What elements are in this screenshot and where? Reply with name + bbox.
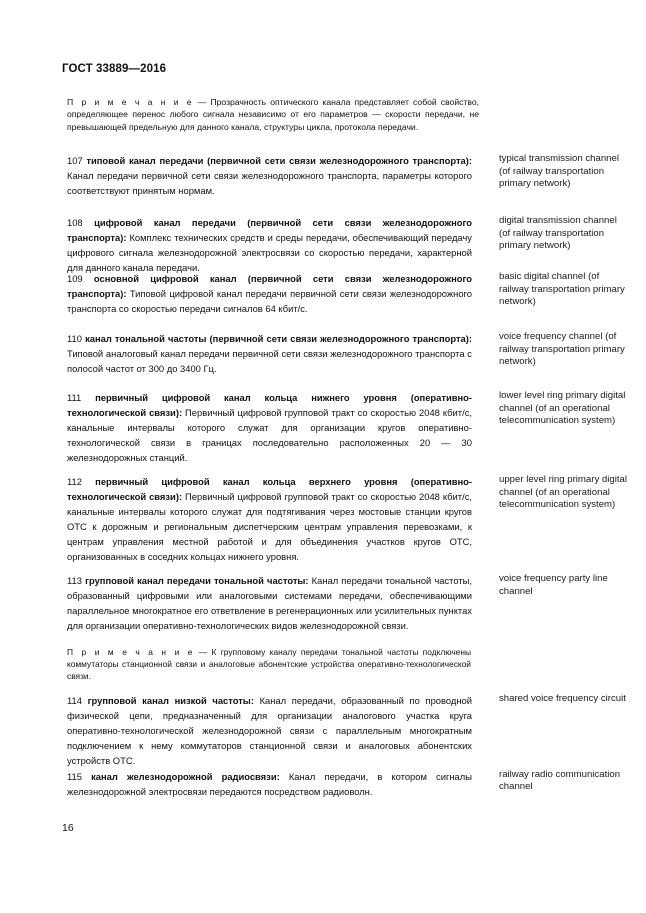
entry-number: 108 bbox=[67, 217, 83, 228]
entry-en: voice frequency channel (of railway transportation primary network) bbox=[499, 331, 625, 368]
entry-ru bbox=[67, 153, 472, 215]
term-entry-108 bbox=[67, 215, 627, 271]
entry-ru bbox=[67, 573, 472, 646]
entry-definition: Канал передачи, в котором сигналы железнодорожной электросвязи передаются посредством радиоволн. bbox=[67, 770, 472, 797]
term-entry-109 bbox=[67, 271, 627, 331]
entry-definition: Первичный цифровой групповой тракт со скоростью 2048 кбит/с, канальные интервалы которого служат для подтягивания через мостовые станции кругов ОТС к дорожным и региональным диспетчерским центрам управления перевозками, к центрам управления местной работой и для объединения участков кругов ОТС, организованных в соседних кольцах нижнего уровня. bbox=[67, 491, 472, 562]
entry-ru bbox=[67, 390, 472, 474]
entry-number: 111 bbox=[67, 392, 82, 403]
entry-number: 113 bbox=[67, 575, 82, 586]
note-label: П р и м е ч а н и е bbox=[67, 647, 195, 657]
entry-term: канал железнодорожной радиосвязи: bbox=[91, 770, 280, 782]
entry-definition: Типовой цифровой канал передачи первичной сети связи железнодорожного транспорта со скоростью передачи сигналов 64 кбит/с. bbox=[67, 288, 472, 314]
entry-term: групповой канал передачи тональной частоты: bbox=[85, 575, 309, 586]
document-header: ГОСТ 33889—2016 bbox=[62, 63, 167, 75]
entry-ru bbox=[67, 331, 472, 390]
term-entry-115 bbox=[67, 769, 627, 815]
entry-ru bbox=[67, 769, 472, 815]
entry-definition: Канал передачи, образованный по проводной физической цепи, предназначенный для организации аналогового участка круга оперативно-технологической железнодорожной связи с параллельным многократным подключением к нему коммутаторов станционной связи и аналоговых абонентских устройств ОТС. bbox=[67, 694, 472, 766]
entry-number: 110 bbox=[67, 333, 82, 344]
entry-term: основной цифровой канал (первичной сети связи железнодорожного транспорта): bbox=[67, 273, 473, 299]
entry-number: 107 bbox=[67, 155, 83, 166]
entry-definition: Первичный цифровой групповой тракт со скоростью 2048 кбит/с, канальные интервалы которого служат для организации кругов оперативно-технологической связи в границах последовательно расположенных 20 — 30 железнодорожных станций. bbox=[67, 407, 472, 463]
entry-en: shared voice frequency circuit bbox=[499, 692, 626, 704]
term-entry-113 bbox=[67, 573, 627, 646]
term-entries bbox=[67, 153, 627, 815]
entry-en: lower level ring primary digital channel (of an operational telecommunication system) bbox=[499, 390, 626, 427]
term-entry-112 bbox=[67, 474, 627, 573]
entry-ru bbox=[67, 215, 472, 271]
entry-ru bbox=[67, 271, 472, 331]
term-entry-110 bbox=[67, 331, 627, 390]
term-entry-114 bbox=[67, 693, 627, 769]
entry-en: railway radio communication channel bbox=[499, 768, 621, 793]
entry-term: цифровой канал передачи (первичной сети связи железнодорожного транспорта): bbox=[67, 217, 472, 243]
note-text: — Прозрачность оптического канала представляет собой свойство, определяющее перенос любого сигнала независимо от его параметров — скорости передачи, не превышающей предельную для данного канала, структуры цикла, протокола передачи. bbox=[67, 97, 479, 132]
entry-en: typical transmission channel (of railway transportation primary network) bbox=[499, 153, 619, 190]
entry-number: 109 bbox=[67, 273, 83, 284]
entry-number: 112 bbox=[67, 476, 82, 487]
entry-en: digital transmission channel (of railway transportation primary network) bbox=[499, 215, 617, 252]
term-entry-111 bbox=[67, 390, 627, 474]
entry-term: групповой канал низкой частоты: bbox=[87, 694, 254, 706]
note-mid bbox=[67, 646, 471, 683]
note-label: П р и м е ч а н и е bbox=[67, 97, 194, 107]
entry-definition: Комплекс технических средств и среды передачи, обеспечивающий передачу цифрового сигнала железнодорожной электросвязи со скоростью передачи, характерной для данного канала передачи. bbox=[67, 232, 472, 273]
entry-term: первичный цифровой канал кольца верхнего уровня (оперативно-технологической связи): bbox=[67, 476, 473, 502]
entry-number: 115 bbox=[67, 770, 82, 782]
entry-term: типовой канал передачи (первичной сети связи железнодорожного транспорта): bbox=[86, 155, 472, 166]
entry-term: канал тональной частоты (первичной сети связи железнодорожного транспорта): bbox=[85, 333, 472, 344]
entry-ru bbox=[67, 474, 472, 573]
entry-number: 114 bbox=[67, 694, 82, 706]
page-number: 16 bbox=[62, 822, 74, 834]
entry-definition: Канал передачи тональной частоты, образованный цифровыми или аналоговыми системами передачи, обеспечивающими параллельное многократное его ответвление в регенерационных или усилительных пунктах для организации оперативно-технологических видов железнодорожной связи. bbox=[67, 575, 473, 631]
note-top bbox=[67, 96, 479, 133]
term-entry-107 bbox=[67, 153, 627, 215]
entry-en: upper level ring primary digital channel (of an operational telecommunication system) bbox=[499, 474, 627, 511]
entry-en: basic digital channel (of railway transportation primary network) bbox=[499, 271, 625, 308]
note-text: — К групповому каналу передачи тональной частоты подключены коммутаторы станционной связи и аналоговые абонентские устройства оперативно-технологической связи. bbox=[67, 647, 471, 682]
entry-en: voice frequency party line channel bbox=[499, 573, 608, 597]
entry-term: первичный цифровой канал кольца нижнего уровня (оперативно-технологической связи): bbox=[67, 392, 472, 418]
entry-definition: Канал передачи первичной сети связи железнодорожного транспорта, параметры которого соответствуют принятым нормам. bbox=[67, 170, 472, 196]
entry-definition: Типовой аналоговый канал передачи первичной сети связи железнодорожного транспорта с полосой частот от 300 до 3400 Гц. bbox=[67, 348, 472, 374]
entry-ru bbox=[67, 693, 472, 769]
